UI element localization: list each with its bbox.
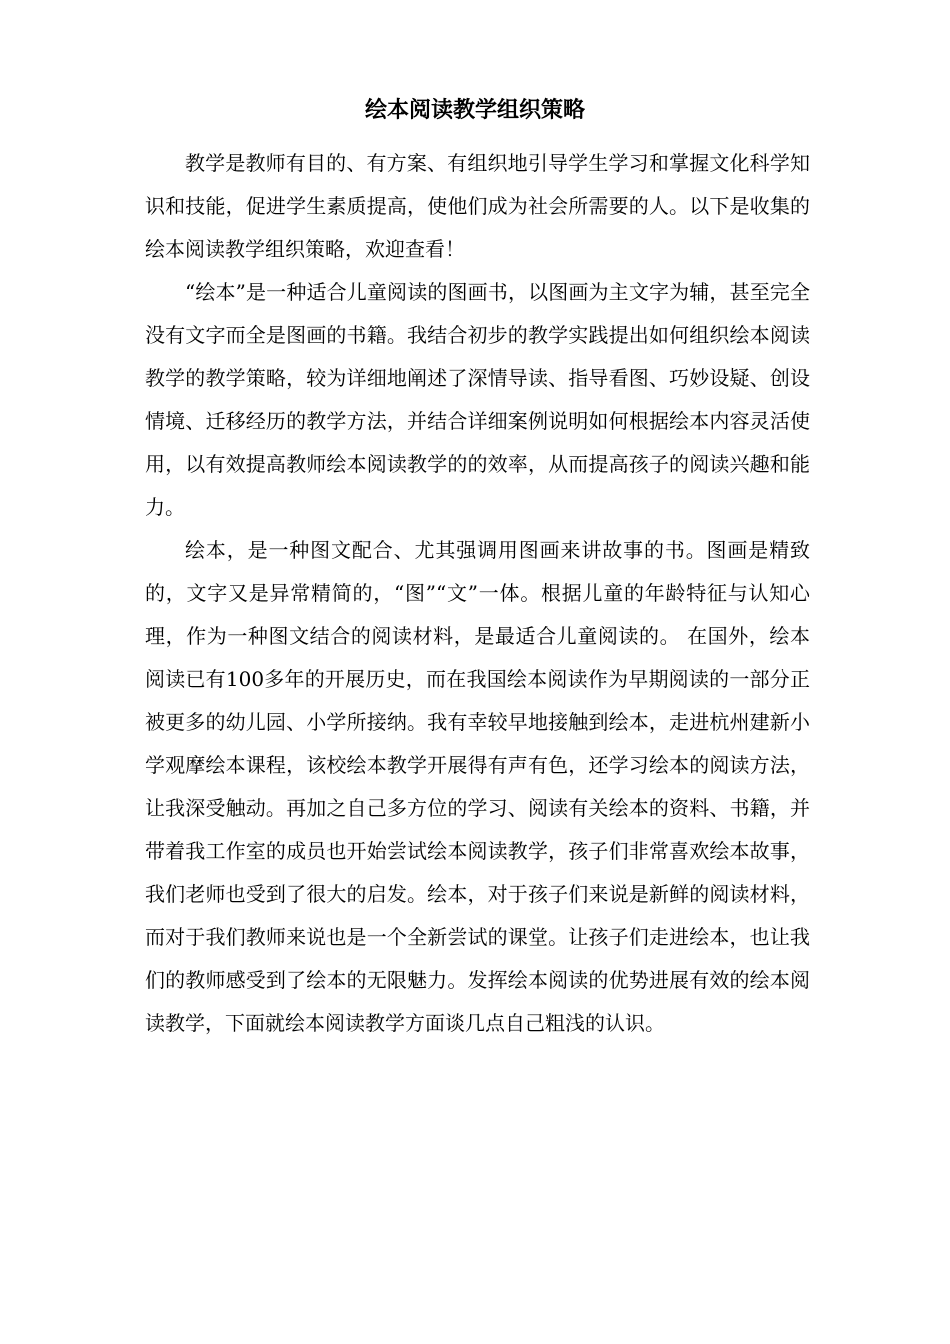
document-body — [145, 142, 810, 1045]
paragraph-intro: 教学是教师有目的、有方案、有组织地引导学生学习和掌握文化科学知识和技能，促进学生素质提高，使他们成为社会所需要的人。以下是收集的绘本阅读教学组织策略，欢迎查看！ — [145, 151, 810, 261]
document-title: 绘本阅读教学组织策略 — [364, 97, 585, 123]
paragraph-definition: “绘本”是一种适合儿童阅读的图画书，以图画为主文字为辅，甚至完全没有文字而全是图画的书籍。我结合初步的教学实践提出如何组织绘本阅读教学的教学策略，较为详细地阐述了深情导读、指导看图、巧妙设疑、创设情境、迁移经历的教学方法，并结合详细案例说明如何根据绘本内容灵活使用，以有效提高教师绘本阅读教学的的效率，从而提高孩子的阅读兴趣和能力。 — [145, 280, 810, 519]
paragraph-experience: 绘本，是一种图文配合、尤其强调用图画来讲故事的书。图画是精致的，文字又是异常精简的，“图”“文”一体。根据儿童的年龄特征与认知心理，作为一种图文结合的阅读材料，是最适合儿童阅读的。 在国外，绘本阅读已有100多年的开展历史，而在我国绘本阅读作为早期阅读的一部分正被更多的幼儿园、小学所接纳。我有幸较早地接触到绘本，走进杭州建新小学观摩绘本课程，该校绘本教学开展得有声有色，还学习绘本的阅读方法，让我深受触动。再加之自己多方位的学习、阅读有关绘本的资料、书籍，并带着我工作室的成员也开始尝试绘本阅读教学，孩子们非常喜欢绘本故事，我们老师也受到了很大的启发。绘本，对于孩子们来说是新鲜的阅读材料，而对于我们教师来说也是一个全新尝试的课堂。让孩子们走进绘本，也让我们的教师感受到了绘本的无限魅力。发挥绘本阅读的优势进展有效的绘本阅读教学，下面就绘本阅读教学方面谈几点自己粗浅的认识。 — [145, 538, 810, 1035]
